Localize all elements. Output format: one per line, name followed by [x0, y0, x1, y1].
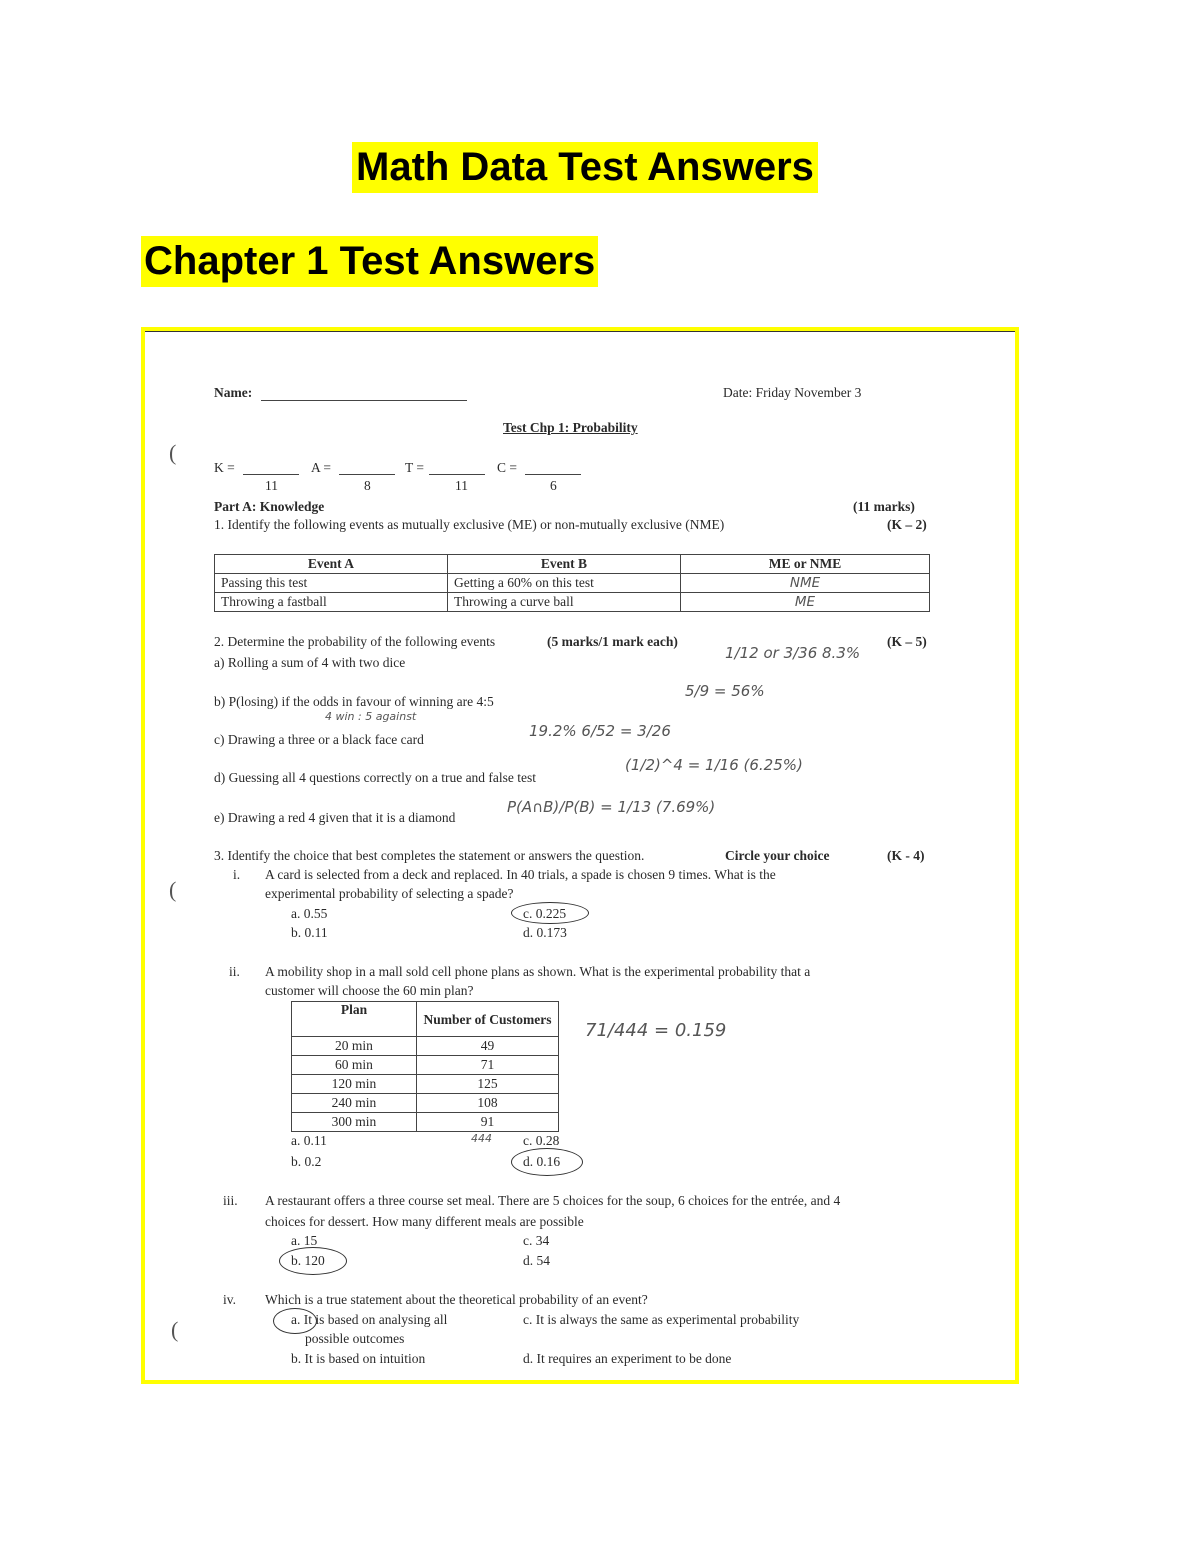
- event-table-header: ME or NME: [681, 555, 930, 574]
- choice-ii-d: d. 0.16: [523, 1154, 561, 1169]
- plan-table-cell: 60 min: [292, 1056, 417, 1075]
- margin-mark: (: [171, 1317, 179, 1342]
- question-3-k: (K - 4): [887, 848, 925, 863]
- event-table-cell: Getting a 60% on this test: [448, 574, 681, 593]
- choice-i-d: d. 0.173: [523, 925, 567, 940]
- question-2d: d) Guessing all 4 questions correctly on a true and false test: [214, 770, 537, 785]
- choice-iv-a-cont: possible outcomes: [305, 1331, 405, 1346]
- question-2-k: (K – 5): [887, 634, 927, 649]
- question-iv-number: iv.: [223, 1292, 236, 1307]
- question-i-text: experimental probability of selecting a spade?: [265, 886, 514, 901]
- answer-2b-note: 4 win : 5 against: [325, 710, 417, 723]
- plan-table-cell: 108: [417, 1094, 559, 1113]
- answer-ii-work: 71/444 = 0.159: [585, 1020, 727, 1041]
- question-iii-text: A restaurant offers a three course set meal. There are 5 choices for the soup, 6 choices for the entrée, and 4: [265, 1193, 841, 1208]
- answer-ii-total: 444: [471, 1132, 492, 1145]
- question-iv-text: Which is a true statement about the theoretical probability of an event?: [265, 1292, 648, 1307]
- question-2a: a) Rolling a sum of 4 with two dice: [214, 655, 406, 670]
- question-2b: b) P(losing) if the odds in favour of winning are 4:5: [214, 694, 494, 709]
- event-table-header: Event A: [215, 555, 448, 574]
- event-table-cell: Throwing a curve ball: [448, 593, 681, 612]
- question-2e: e) Drawing a red 4 given that it is a diamond: [214, 810, 456, 825]
- t-total: 11: [455, 478, 468, 493]
- answer-2a: 1/12 or 3/36 8.3%: [725, 644, 861, 662]
- answer-circle: [511, 902, 589, 924]
- choice-iv-d: d. It requires an experiment to be done: [523, 1351, 732, 1366]
- plan-table: [291, 1001, 559, 1132]
- scanned-test-image: [141, 327, 1019, 1384]
- question-2-marks: (5 marks/1 mark each): [547, 634, 678, 649]
- margin-mark: (: [169, 440, 177, 465]
- answer-2c: 19.2% 6/52 = 3/26: [529, 722, 671, 740]
- question-i-number: i.: [233, 867, 241, 882]
- question-ii-text: A mobility shop in a mall sold cell phone plans as shown. What is the experimental probability that a: [265, 964, 811, 979]
- a-total: 8: [364, 478, 371, 493]
- k-line: [243, 474, 299, 475]
- plan-table-cell: 240 min: [292, 1094, 417, 1113]
- name-label: Name:: [214, 385, 253, 400]
- chapter-heading: Chapter 1 Test Answers: [141, 236, 598, 287]
- part-a-marks: (11 marks): [853, 499, 915, 514]
- choice-ii-c: c. 0.28: [523, 1133, 560, 1148]
- test-date: Date: Friday November 3: [723, 385, 862, 400]
- question-ii-text: customer will choose the 60 min plan?: [265, 983, 474, 998]
- t-line: [429, 474, 485, 475]
- choice-iii-a: a. 15: [291, 1233, 318, 1248]
- choice-ii-b: b. 0.2: [291, 1154, 322, 1169]
- plan-table-cell: 20 min: [292, 1037, 417, 1056]
- c-line: [525, 474, 581, 475]
- plan-table-cell: 125: [417, 1075, 559, 1094]
- plan-table-header: Plan: [292, 1002, 417, 1037]
- plan-table-cell: 71: [417, 1056, 559, 1075]
- choice-i-c: c. 0.225: [523, 906, 567, 921]
- choice-iii-c: c. 34: [523, 1233, 550, 1248]
- answer-2b: 5/9 = 56%: [685, 682, 765, 700]
- choice-iv-b: b. It is based on intuition: [291, 1351, 426, 1366]
- k-total: 11: [265, 478, 278, 493]
- c-label: C =: [497, 460, 517, 475]
- question-i-text: A card is selected from a deck and replaced. In 40 trials, a spade is chosen 9 times. What is the: [265, 867, 776, 882]
- answer-circle: [279, 1247, 347, 1275]
- name-line: [261, 400, 467, 401]
- question-ii-number: ii.: [229, 964, 240, 979]
- plan-table-cell: 91: [417, 1113, 559, 1132]
- choice-iii-d: d. 54: [523, 1253, 550, 1268]
- event-table-answer: ME: [681, 593, 930, 612]
- a-label: A =: [311, 460, 331, 475]
- choice-iv-a: a. It is based on analysing all: [291, 1312, 448, 1327]
- event-table: [214, 554, 930, 612]
- choice-iii-b: b. 120: [291, 1253, 325, 1268]
- question-1-k: (K – 2): [887, 517, 927, 532]
- event-table-answer: NME: [681, 574, 930, 593]
- answer-2d: (1/2)^4 = 1/16 (6.25%): [625, 756, 803, 774]
- plan-table-cell: 49: [417, 1037, 559, 1056]
- plan-table-header: Number of Customers: [417, 1002, 559, 1037]
- page-title: Math Data Test Answers: [352, 142, 818, 193]
- c-total: 6: [550, 478, 557, 493]
- plan-table-cell: 120 min: [292, 1075, 417, 1094]
- margin-mark: (: [169, 877, 177, 902]
- choice-i-a: a. 0.55: [291, 906, 328, 921]
- t-label: T =: [405, 460, 424, 475]
- question-1: 1. Identify the following events as mutually exclusive (ME) or non-mutually exclusive (NME): [214, 517, 725, 532]
- part-a-heading: Part A: Knowledge: [214, 499, 325, 514]
- question-2c: c) Drawing a three or a black face card: [214, 732, 424, 747]
- question-3-instruction: Circle your choice: [725, 848, 830, 863]
- choice-i-b: b. 0.11: [291, 925, 328, 940]
- question-iii-text: choices for dessert. How many different meals are possible: [265, 1214, 584, 1229]
- k-label: K =: [214, 460, 235, 475]
- test-title: Test Chp 1: Probability: [503, 420, 638, 435]
- choice-iv-c: c. It is always the same as experimental probability: [523, 1312, 800, 1327]
- question-iii-number: iii.: [223, 1193, 238, 1208]
- plan-table-cell: 300 min: [292, 1113, 417, 1132]
- choice-ii-a: a. 0.11: [291, 1133, 327, 1148]
- question-3: 3. Identify the choice that best completes the statement or answers the question.: [214, 848, 645, 863]
- event-table-cell: Throwing a fastball: [215, 593, 448, 612]
- event-table-cell: Passing this test: [215, 574, 448, 593]
- question-2: 2. Determine the probability of the following events: [214, 634, 496, 649]
- a-line: [339, 474, 395, 475]
- answer-2e: P(A∩B)/P(B) = 1/13 (7.69%): [507, 798, 716, 816]
- answer-circle: [511, 1148, 583, 1176]
- event-table-header: Event B: [448, 555, 681, 574]
